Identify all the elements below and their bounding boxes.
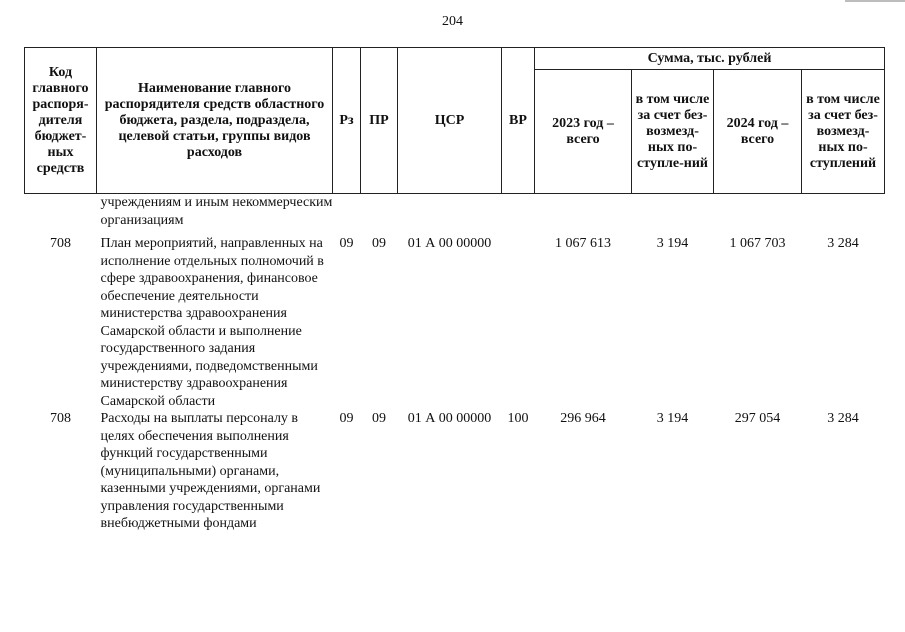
- cell-rz: 09: [339, 411, 354, 426]
- header-vr: ВР: [502, 48, 535, 194]
- cell-pr: 09: [372, 236, 386, 251]
- table-row: [25, 235, 885, 410]
- cell-2024-total: 1 067 703: [729, 236, 786, 251]
- cell-2023-total: 296 964: [560, 411, 606, 426]
- cell-2024-total: 297 054: [734, 411, 781, 426]
- cell-2024-incl: 3 284: [827, 236, 859, 251]
- cell-name: План мероприятий, направленных на исполнение отдельных полномочий в сфере здравоохранения, финансовое обеспечение деятельности министерства здравоохранения Самарской области и выполнение государственного задания учреждениями, подведомственными министерству здравоохранения Самарской области: [100, 236, 324, 409]
- table-row: [25, 410, 885, 533]
- cell-name: учреждениям и иным некоммерческим организациям: [100, 195, 333, 228]
- cell-code: 708: [50, 236, 71, 251]
- cell-2023-incl: [632, 194, 714, 230]
- header-2024-total: 2024 год – всего: [714, 70, 802, 194]
- table-row: [25, 194, 885, 230]
- page-number: 204: [442, 14, 463, 29]
- cell-2024-total: [714, 194, 802, 230]
- cell-vr: [502, 235, 535, 410]
- header-name: Наименование главного распорядителя средств областного бюджета, раздела, подраздела, целевой статьи, группы видов расходов: [97, 48, 333, 194]
- cell-2023-incl: 3 194: [656, 411, 689, 426]
- cell-2024-incl: 3 284: [827, 411, 859, 426]
- cell-rz: [333, 194, 361, 230]
- cell-pr: [361, 194, 398, 230]
- header-code: Код главного распоря-дителя бюджет-ных средств: [25, 48, 97, 194]
- header-sum-group: Сумма, тыс. рублей: [535, 48, 885, 70]
- cell-csr: [398, 194, 502, 230]
- cell-code: [25, 194, 97, 230]
- cell-rz: 09: [339, 236, 354, 251]
- cell-2023-incl: 3 194: [656, 236, 689, 251]
- cell-pr: 09: [372, 411, 386, 426]
- cell-csr: 01 А 00 00000: [407, 236, 492, 251]
- budget-table: [24, 47, 885, 533]
- header-pr: ПР: [361, 48, 398, 194]
- cell-name: Расходы на выплаты персоналу в целях обеспечения выполнения функций государственными (муниципальными) органами, казенными учреждениями, органами управления государственными внебюджетными фондами: [100, 411, 321, 531]
- header-2023-total: 2023 год – всего: [535, 70, 632, 194]
- cell-2024-incl: [802, 194, 885, 230]
- cell-vr: [502, 194, 535, 230]
- page-edge-rule: [845, 0, 905, 2]
- cell-2023-total: [535, 194, 632, 230]
- header-2023-incl: в том числе за счет без-возмезд-ных по-ступле-ний: [632, 70, 714, 194]
- cell-vr: 100: [507, 411, 529, 426]
- cell-code: 708: [50, 411, 71, 426]
- header-csr: ЦСР: [398, 48, 502, 194]
- header-rz: Рз: [333, 48, 361, 194]
- cell-2023-total: 1 067 613: [555, 236, 611, 251]
- header-2024-incl: в том числе за счет без-возмезд-ных по-ступлений: [802, 70, 885, 194]
- cell-csr: 01 А 00 00000: [407, 411, 492, 426]
